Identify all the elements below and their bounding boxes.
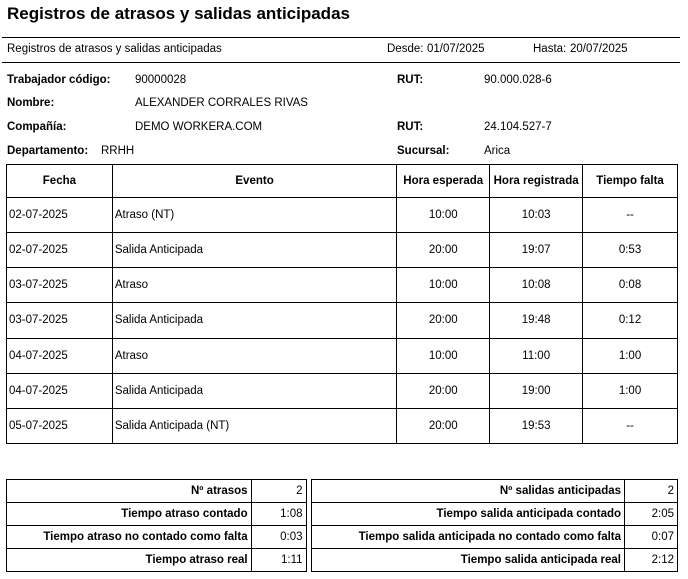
cell-hora-esperada: 20:00 xyxy=(397,233,490,268)
summary-left-value: 2 xyxy=(251,480,306,503)
summary-row xyxy=(7,480,678,503)
report-name: Registros de atrasos y salidas anticipadas xyxy=(7,43,222,55)
table-row xyxy=(7,198,678,233)
table-row xyxy=(7,268,678,303)
cell-fecha: 03-07-2025 xyxy=(7,303,113,338)
summary-left-value: 0:03 xyxy=(251,526,306,549)
header-hora-esperada: Hora esperada xyxy=(397,165,490,198)
table-row xyxy=(7,373,678,408)
cell-hora-esperada: 10:00 xyxy=(397,198,490,233)
cell-evento: Salida Anticipada (NT) xyxy=(112,408,396,443)
header-fecha: Fecha xyxy=(7,165,113,198)
summary-left-label: Tiempo atraso no contado como falta xyxy=(7,526,252,549)
summary-right-value: 0:07 xyxy=(625,526,678,549)
cell-tiempo-falta: 0:12 xyxy=(583,303,678,338)
summary-right-label: Tiempo salida anticipada no contado como falta xyxy=(311,526,625,549)
cell-evento: Atraso xyxy=(112,338,396,373)
summary-row xyxy=(7,549,678,572)
desde-value: 01/07/2025 xyxy=(427,43,485,55)
cell-hora-registrada: 19:53 xyxy=(490,408,583,443)
hasta-label: Hasta: xyxy=(533,43,567,55)
hasta-value: 20/07/2025 xyxy=(570,43,628,55)
events-header-row xyxy=(7,165,678,198)
summary-left-label: Nº atrasos xyxy=(7,480,252,503)
cell-hora-registrada: 11:00 xyxy=(490,338,583,373)
table-row xyxy=(7,233,678,268)
sucursal-label: Sucursal: xyxy=(397,145,450,157)
codigo-label: Trabajador código: xyxy=(7,74,111,86)
rut1-value: 90.000.028-6 xyxy=(484,74,552,86)
nombre-label: Nombre: xyxy=(7,97,55,109)
cell-hora-registrada: 19:48 xyxy=(490,303,583,338)
cell-hora-esperada: 10:00 xyxy=(397,338,490,373)
departamento-label: Departamento: xyxy=(7,145,89,157)
cell-evento: Atraso (NT) xyxy=(112,198,396,233)
codigo-value: 90000028 xyxy=(135,74,187,86)
cell-fecha: 03-07-2025 xyxy=(7,268,113,303)
summary-left-label: Tiempo atraso contado xyxy=(7,503,252,526)
cell-hora-esperada: 20:00 xyxy=(397,303,490,338)
header-tiempo-falta: Tiempo falta xyxy=(583,165,678,198)
summary-row xyxy=(7,503,678,526)
summary-row xyxy=(7,526,678,549)
rut2-label: RUT: xyxy=(397,121,424,133)
cell-tiempo-falta: 1:00 xyxy=(583,373,678,408)
table-row xyxy=(7,303,678,338)
summary-left-value: 1:11 xyxy=(251,549,306,572)
cell-fecha: 02-07-2025 xyxy=(7,198,113,233)
table-row xyxy=(7,338,678,373)
report-subheader xyxy=(2,37,680,63)
rut1-label: RUT: xyxy=(397,74,424,86)
summary-right-value: 2:12 xyxy=(625,549,678,572)
events-table xyxy=(6,164,678,444)
cell-evento: Salida Anticipada xyxy=(112,373,396,408)
cell-evento: Salida Anticipada xyxy=(112,303,396,338)
header-hora-registrada: Hora registrada xyxy=(490,165,583,198)
cell-evento: Atraso xyxy=(112,268,396,303)
cell-hora-registrada: 19:00 xyxy=(490,373,583,408)
sucursal-value: Arica xyxy=(484,145,511,157)
header-evento: Evento xyxy=(112,165,396,198)
summary-right-label: Tiempo salida anticipada contado xyxy=(311,503,625,526)
summary-table xyxy=(6,479,678,572)
cell-fecha: 04-07-2025 xyxy=(7,338,113,373)
summary-right-label: Tiempo salida anticipada real xyxy=(311,549,625,572)
cell-tiempo-falta: 1:00 xyxy=(583,338,678,373)
cell-hora-registrada: 10:03 xyxy=(490,198,583,233)
summary-left-value: 1:08 xyxy=(251,503,306,526)
cell-hora-esperada: 10:00 xyxy=(397,268,490,303)
departamento-value: RRHH xyxy=(101,145,135,157)
cell-fecha: 05-07-2025 xyxy=(7,408,113,443)
cell-tiempo-falta: -- xyxy=(583,198,678,233)
nombre-value: ALEXANDER CORRALES RIVAS xyxy=(135,97,308,109)
cell-fecha: 02-07-2025 xyxy=(7,233,113,268)
compania-value: DEMO WORKERA.COM xyxy=(135,121,263,133)
summary-right-value: 2:05 xyxy=(625,503,678,526)
cell-hora-esperada: 20:00 xyxy=(397,373,490,408)
cell-hora-registrada: 10:08 xyxy=(490,268,583,303)
cell-tiempo-falta: -- xyxy=(583,408,678,443)
summary-right-value: 2 xyxy=(625,480,678,503)
report-title: Registros de atrasos y salidas anticipadas xyxy=(7,4,350,23)
summary-right-label: Nº salidas anticipadas xyxy=(311,480,625,503)
rut2-value: 24.104.527-7 xyxy=(484,121,552,133)
cell-hora-esperada: 20:00 xyxy=(397,408,490,443)
desde-label: Desde: xyxy=(387,43,424,55)
cell-hora-registrada: 19:07 xyxy=(490,233,583,268)
table-row xyxy=(7,408,678,443)
summary-left-label: Tiempo atraso real xyxy=(7,549,252,572)
cell-fecha: 04-07-2025 xyxy=(7,373,113,408)
cell-tiempo-falta: 0:08 xyxy=(583,268,678,303)
cell-evento: Salida Anticipada xyxy=(112,233,396,268)
cell-tiempo-falta: 0:53 xyxy=(583,233,678,268)
compania-label: Compañía: xyxy=(7,121,67,133)
